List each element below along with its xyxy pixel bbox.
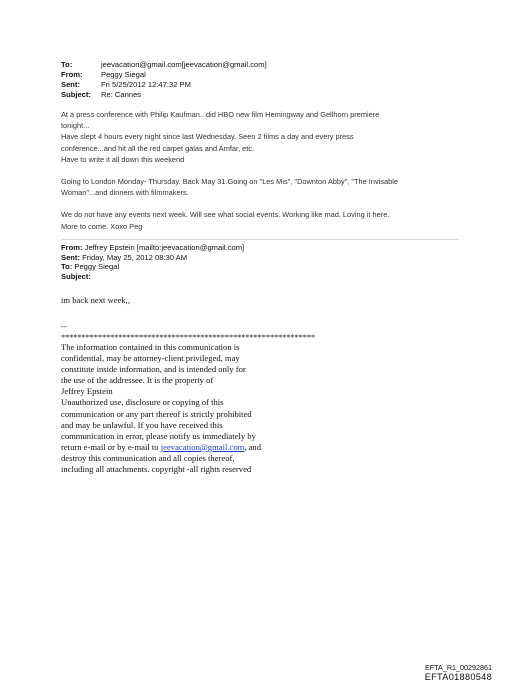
sent-value: Fri 5/25/2012 12:47:32 PM [101,80,191,89]
body-line: Woman"...and dinners with filmmakers. [61,188,189,198]
footer-ref-1: EFTA_R1_00292861 [425,663,492,672]
signature-dash: -- [61,321,67,331]
body-line: Have slept 4 hours every night since last Wednesday. Seen 2 films a day and every press [61,132,354,142]
sent-row [61,80,267,90]
to-value: jeevacation@gmail.com[jeevacation@gmail.com] [101,60,267,69]
disclaimer-line: communication or any part thereof is strictly prohibited [61,408,252,419]
quoted-sent-row [61,253,244,263]
disclaimer-text: , and [244,441,262,452]
body-line: At a press conference with Philip Kaufman...did HBO new film Hemingway and Gellhorn premiere [61,110,380,119]
quoted-from-label: From: [61,243,83,252]
body-line: We do not have any events next week. Will see what social events. Working like mad. Loving it here. [61,210,390,220]
body-line: tonight... [61,121,90,131]
body-paragraph-2 [61,176,441,198]
body-paragraph-1 [61,109,441,165]
body-line: Going to London Monday- Thursday. Back May 31.Going on "Les Mis", "Downton Abby", "The Invisable [61,177,398,187]
disclaimer-line: communication in error, please notify us immediately by [61,430,256,441]
subject-value: Re: Cannes [101,90,142,99]
disclaimer-line: and may be unlawful. If you have received this [61,419,223,430]
footer-ref-2: EFTA01880548 [424,672,492,682]
reply-text: im back next week,, [61,295,130,305]
to-row [61,60,267,70]
quoted-subject-label: Subject: [61,271,91,281]
email-header [61,60,267,100]
quoted-to-value: Peggy Siegal [74,262,120,272]
message-body [61,109,441,243]
quoted-to-row [61,262,244,272]
disclaimer-line: including all attachments. copyright -all rights reserved [61,464,252,475]
quoted-subject-row [61,272,244,282]
disclaimer-line: the use of the addressee. It is the property of [61,375,214,386]
from-label: From: [61,70,83,79]
disclaimer-line: constitute inside information, and is intended only for [61,364,246,375]
body-line: More to come. Xoxo Peg [61,221,143,231]
subject-label: Subject: [61,90,91,99]
signature-stars: ************************************************************** [61,331,316,342]
quoted-sent-label: Sent: [61,252,80,262]
body-line: conference...and hit all the red carpet galas and Amfar, etc. [61,143,255,153]
from-row [61,70,267,80]
quoted-to-label: To: [61,262,73,272]
from-value: Peggy Siegal [101,70,146,79]
disclaimer-line: destroy this communication and all copies thereof, [61,452,235,463]
body-paragraph-3 [61,209,441,231]
disclaimer-line: The information contained in this communication is [61,342,240,352]
disclaimer-line-with-link [61,442,321,453]
document-footer [425,663,492,683]
disclaimer-line: Unauthorized use, disclosure or copying of this [61,397,224,408]
quote-separator [61,239,459,240]
disclaimer-line: confidential, may be attorney-client privileged, may [61,353,240,364]
email-link[interactable]: jeevacation@gmail.com [160,441,245,452]
quoted-from-value: Jeffrey Epstein [mailto:jeevacation@gmail.com] [84,243,245,252]
quoted-sent-value: Friday, May 25, 2012 08:30 AM [82,252,188,262]
to-label: To: [61,60,73,69]
sent-label: Sent: [61,80,80,89]
subject-row [61,90,267,100]
disclaimer [61,342,321,475]
body-line: Have to write it all down this weekend [61,154,185,164]
disclaimer-line: Jeffrey Epstein [61,386,113,397]
quoted-header [61,243,244,281]
quoted-from-row [61,243,244,253]
signature-rule [61,321,315,342]
disclaimer-text: return e-mail or by e-mail to [61,441,161,452]
